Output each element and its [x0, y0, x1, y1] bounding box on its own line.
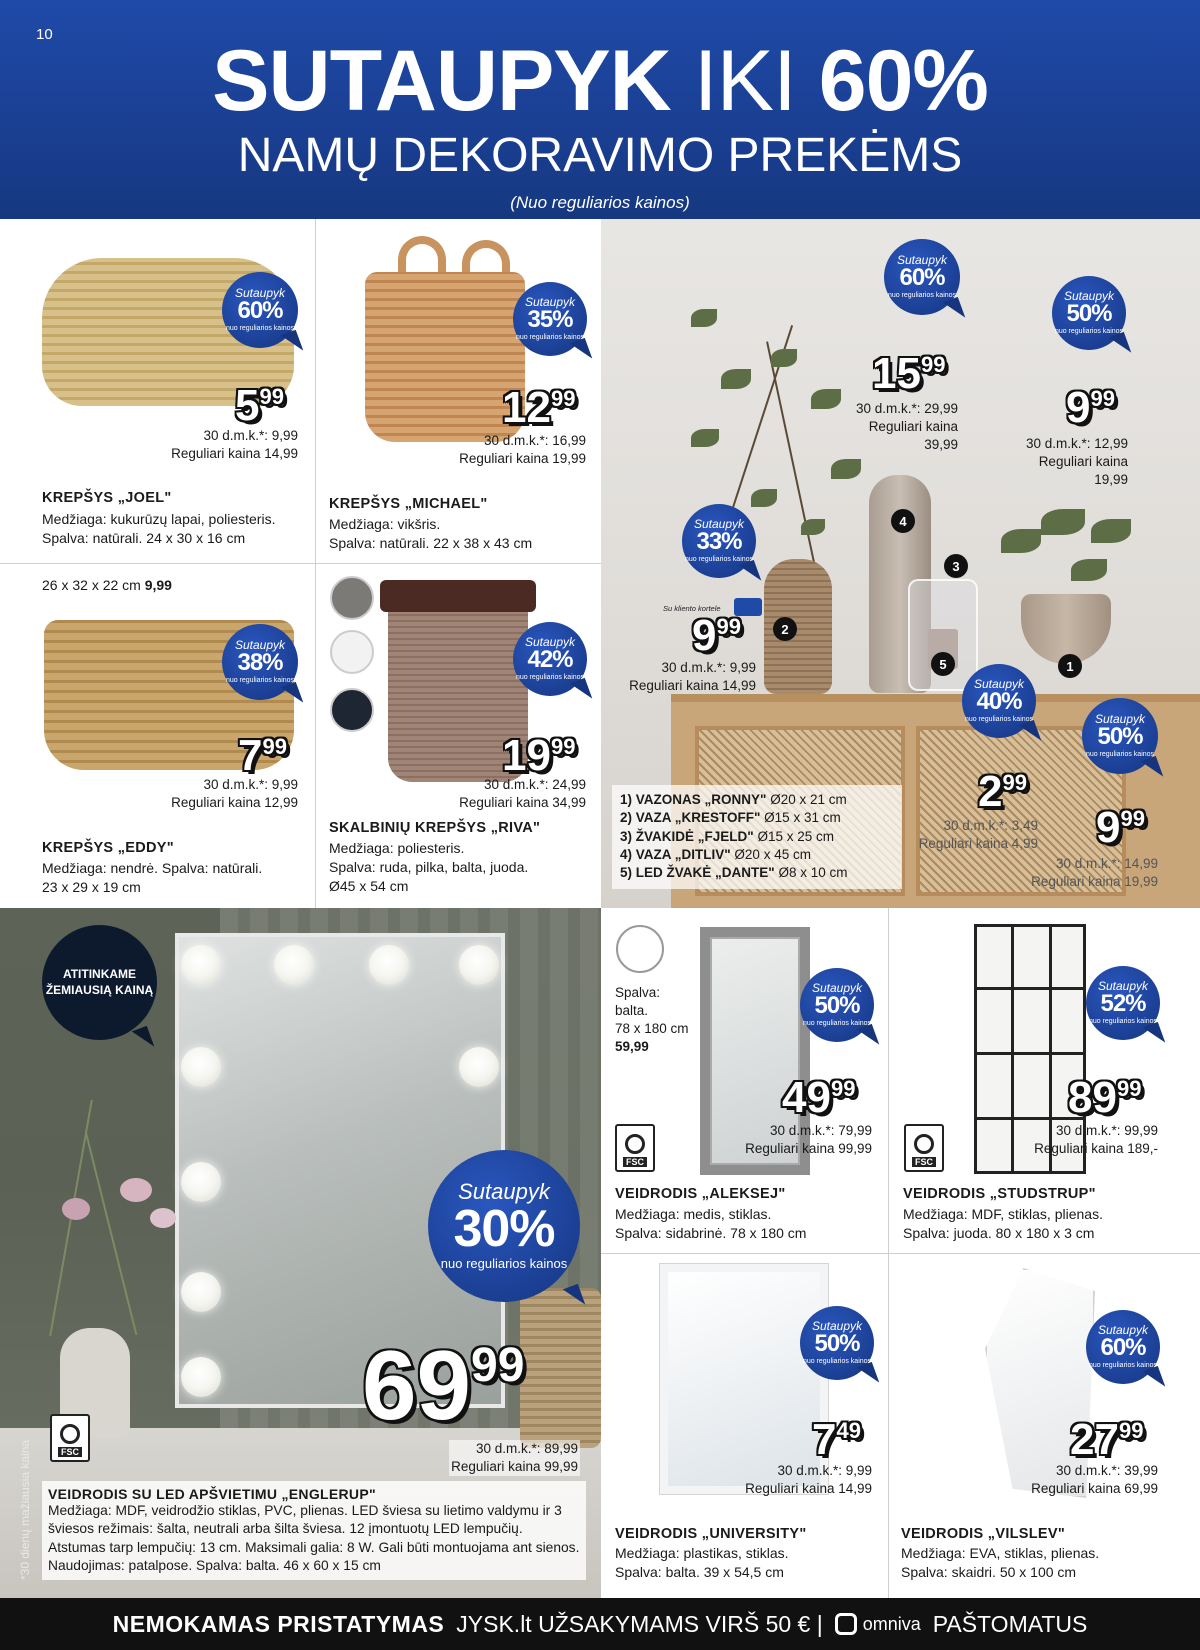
- price: [692, 611, 741, 660]
- price: [502, 731, 576, 780]
- price-whole: 12: [502, 383, 551, 432]
- regular-price-value: 19,99: [1094, 471, 1128, 487]
- description-line: Medžiaga: plastikas, stiklas.: [615, 1545, 789, 1561]
- discount-badge: [800, 1306, 874, 1380]
- badge-top-text: Sutaupyk: [524, 295, 576, 310]
- prior-30-day-price: 30 d.m.k.*: 14,99: [1055, 856, 1158, 871]
- room-set-list: [612, 785, 902, 889]
- badge-bottom-text: nuo reguliarios kainos: [515, 674, 585, 682]
- lowest-price-tag: ATITINKAME ŽEMIAUSIĄ KAINĄ: [42, 925, 157, 1040]
- regular-price: Reguliari kaina 14,99: [745, 1480, 872, 1496]
- fsc-label: FSC: [623, 1157, 647, 1167]
- footer-text: JYSK.lt UŽSAKYMAMS VIRŠ 50 € |: [456, 1610, 823, 1637]
- price-cents: 99: [1116, 1076, 1142, 1101]
- price-history: [449, 1440, 580, 1476]
- regular-price: Reguliari kaina 4,99: [918, 835, 1038, 851]
- regular-price: Reguliari kaina 14,99: [171, 445, 298, 461]
- variant-size: 26 x 32 x 22 cm: [42, 577, 141, 593]
- variant-info: [615, 984, 689, 1056]
- price: [1096, 803, 1145, 852]
- prior-30-day-price: 30 d.m.k.*: 16,99: [483, 433, 586, 448]
- price: [1070, 1415, 1144, 1464]
- badge-percent: 33%: [696, 528, 742, 556]
- price-history: [629, 659, 756, 695]
- flower-stem: [85, 1131, 138, 1335]
- regular-price-label: Reguliari kaina: [868, 418, 958, 434]
- regular-price: Reguliari kaina 99,99: [745, 1140, 872, 1156]
- leaf: [691, 429, 719, 447]
- bulb: [459, 1047, 499, 1087]
- badge-top-text: Sutaupyk: [973, 677, 1025, 692]
- leaf: [751, 489, 777, 507]
- badge-percent: 50%: [814, 1330, 860, 1358]
- price-cents: 99: [830, 1076, 856, 1101]
- footer-bold: NEMOKAMAS PRISTATYMAS: [112, 1610, 445, 1637]
- leaf: [1071, 559, 1107, 581]
- page-number: 10: [36, 26, 53, 43]
- price-cents: 99: [1002, 770, 1027, 795]
- flower: [62, 1198, 90, 1220]
- marker-4: 4: [891, 509, 915, 533]
- price-history: [1026, 435, 1128, 488]
- regular-price: Reguliari kaina 12,99: [171, 794, 298, 810]
- footer-banner[interactable]: [0, 1598, 1200, 1650]
- badge-top-text: Sutaupyk: [234, 638, 286, 653]
- omniva-logo: [835, 1613, 921, 1635]
- price-whole: 5: [235, 381, 260, 430]
- regular-price: Reguliari kaina 69,99: [1031, 1480, 1158, 1496]
- bulb: [181, 1047, 221, 1087]
- set-item-name: 1) VAZONAS „RONNY": [620, 792, 767, 807]
- price-whole: 9: [1096, 803, 1121, 852]
- description-line: Spalva: natūrali. 24 x 30 x 16 cm: [42, 529, 246, 546]
- badge-percent: 50%: [1066, 300, 1112, 328]
- frame-bar: [1011, 927, 1014, 1171]
- subheadline: NAMŲ DEKORAVIMO PREKĖMS: [237, 129, 963, 182]
- color-swatch-grey[interactable]: [330, 576, 374, 620]
- badge-bottom-text: nuo reguliarios kainos: [802, 1358, 872, 1366]
- bulb: [274, 945, 314, 985]
- badge-percent: 35%: [527, 306, 573, 334]
- price-history: [459, 776, 586, 812]
- header-note: (Nuo reguliarios kainos): [510, 193, 690, 212]
- bulb: [181, 1162, 221, 1202]
- discount-badge: [222, 624, 298, 700]
- color-swatch-white[interactable]: [330, 630, 374, 674]
- badge-bottom-text: nuo reguliarios kainos: [1088, 1018, 1158, 1026]
- discount-badge: [428, 1150, 580, 1302]
- headline-bold: SUTAUPYK: [212, 33, 671, 129]
- price-whole: 19: [502, 731, 551, 780]
- regular-price: Reguliari kaina 99,99: [451, 1458, 578, 1474]
- price-cents: 99: [920, 352, 946, 377]
- product-description: [42, 510, 275, 548]
- color-swatch-black[interactable]: [330, 688, 374, 732]
- badge-top-text: Sutaupyk: [1094, 712, 1146, 727]
- badge-top-text: Sutaupyk: [1063, 289, 1115, 304]
- badge-percent: 38%: [237, 649, 283, 677]
- product-name: KREPŠYS „EDDY": [42, 840, 174, 856]
- set-item-name: 2) VAZA „KRESTOFF": [620, 810, 761, 826]
- price-whole: 89: [1068, 1073, 1117, 1122]
- product-name: VEIDRODIS „VILSLEV": [901, 1526, 1066, 1542]
- regular-price: Reguliari kaina 19,99: [1031, 873, 1158, 889]
- price-whole: 69: [362, 1330, 472, 1440]
- description-line: 23 x 29 x 19 cm: [42, 878, 141, 895]
- flower: [150, 1208, 176, 1228]
- description-line: Ø45 x 54 cm: [329, 877, 409, 894]
- fsc-label: FSC: [912, 1157, 936, 1167]
- price-cents: 99: [471, 1339, 525, 1392]
- prior-30-day-price: 30 d.m.k.*: 39,99: [1055, 1463, 1158, 1478]
- price-history: [745, 1122, 872, 1158]
- set-item-size: Ø15 x 25 cm: [757, 828, 834, 844]
- badge-top-text: Sutaupyk: [811, 1319, 863, 1334]
- badge-percent: 40%: [976, 688, 1022, 716]
- page-header: [0, 0, 1200, 219]
- badge-percent: 30%: [453, 1199, 555, 1258]
- prior-30-day-price: 30 d.m.k.*: 29,99: [855, 401, 958, 416]
- marker-5: 5: [931, 652, 955, 676]
- price-cents: 99: [716, 614, 741, 639]
- price: [812, 1415, 861, 1464]
- badge-top-text: Sutaupyk: [1097, 979, 1149, 994]
- loyalty-card-tag: Su kliento kortele: [663, 604, 721, 613]
- price-whole: 7: [238, 731, 263, 780]
- badge-top-text: Sutaupyk: [524, 635, 576, 650]
- badge-percent: 60%: [1100, 1334, 1146, 1362]
- frame-bar: [977, 1052, 1083, 1055]
- price-history: [1034, 1122, 1158, 1158]
- badge-bottom-text: nuo reguliarios kainos: [225, 677, 295, 685]
- fsc-logo: [615, 1124, 655, 1172]
- set-item-3: [620, 828, 894, 846]
- fsc-label: FSC: [58, 1447, 82, 1457]
- regular-price: Reguliari kaina 189,-: [1034, 1140, 1158, 1156]
- description-line: Medžiaga: nendrė. Spalva: natūrali.: [42, 860, 263, 876]
- description-line: Spalva: sidabrinė. 78 x 180 cm: [615, 1224, 807, 1241]
- product-description: [901, 1544, 1099, 1582]
- description-line: Medžiaga: EVA, stiklas, plienas.: [901, 1545, 1100, 1561]
- badge-bottom-text: nuo reguliarios kainos: [515, 334, 585, 342]
- price: [235, 381, 284, 430]
- fsc-logo: [904, 1124, 944, 1172]
- price-cents: 49: [836, 1418, 861, 1443]
- omniva-icon: [835, 1613, 857, 1635]
- description-line: Spalva: ruda, pilka, balta, juoda.: [329, 858, 529, 875]
- badge-top-text: Sutaupyk: [811, 981, 863, 996]
- regular-price: Reguliari kaina 14,99: [629, 677, 756, 693]
- regular-price-label: Reguliari kaina: [1038, 453, 1128, 469]
- prior-30-day-price: 30 d.m.k.*: 9,99: [203, 428, 298, 443]
- size-variant: [42, 576, 172, 595]
- product-name: VEIDRODIS „ALEKSEJ": [615, 1186, 786, 1202]
- leaf: [771, 349, 797, 367]
- badge-percent: 50%: [1097, 723, 1143, 751]
- description-line: Spalva: natūrali. 22 x 38 x 43 cm: [329, 534, 533, 551]
- price: [238, 731, 287, 780]
- product-name: SKALBINIŲ KREPŠYS „RIVA": [329, 820, 541, 836]
- badge-bottom-text: nuo reguliarios kainos: [1054, 328, 1124, 336]
- product-description: [329, 839, 528, 896]
- description-line: Spalva: juoda. 80 x 180 x 3 cm: [903, 1224, 1095, 1241]
- description-line: Medžiaga: vikšris.: [329, 516, 441, 532]
- price-history: [459, 432, 586, 468]
- leaf: [691, 309, 717, 327]
- prior-30-day-price: 30 d.m.k.*: 79,99: [769, 1123, 872, 1138]
- price-whole: 9: [692, 611, 717, 660]
- leaf: [1041, 509, 1085, 535]
- product-name: VEIDRODIS „UNIVERSITY": [615, 1526, 807, 1542]
- price-cents: 99: [550, 386, 576, 411]
- price-history: [1031, 1462, 1158, 1498]
- badge-top-text: Sutaupyk: [234, 286, 286, 301]
- product-description: [329, 515, 532, 553]
- price-whole: 7: [812, 1415, 837, 1464]
- badge-percent: 50%: [814, 992, 860, 1020]
- badge-percent: 52%: [1100, 990, 1146, 1018]
- product-name: KREPŠYS „MICHAEL": [329, 496, 488, 512]
- prior-30-day-price: 30 d.m.k.*: 12,99: [1025, 436, 1128, 451]
- product-description: [903, 1205, 1103, 1243]
- prior-30-day-price: 30 d.m.k.*: 99,99: [1055, 1123, 1158, 1138]
- woven-basket: [520, 1288, 601, 1448]
- fsc-tree-icon: [914, 1134, 934, 1154]
- bulb: [181, 1357, 221, 1397]
- variant-line: balta.: [615, 1002, 649, 1018]
- variant-price: 9,99: [144, 577, 172, 593]
- price-whole: 15: [872, 349, 921, 398]
- prior-30-day-price: 30 d.m.k.*: 89,99: [475, 1441, 578, 1456]
- badge-bottom-text: nuo reguliarios kainos: [684, 556, 754, 564]
- price: [872, 349, 946, 398]
- description-line: Spalva: balta. 39 x 54,5 cm: [615, 1563, 784, 1580]
- product-name: VEIDRODIS SU LED APŠVIETIMU „ENGLERUP": [48, 1486, 376, 1502]
- variant-price: 59,99: [615, 1038, 649, 1054]
- footnote-vertical: *30 dienų mažiausia kaina: [18, 1439, 32, 1580]
- price-cents: 99: [259, 384, 284, 409]
- price-whole: 49: [782, 1073, 831, 1122]
- bulb: [181, 1272, 221, 1312]
- discount-badge: [1086, 1310, 1160, 1384]
- price-cents: 99: [1090, 386, 1115, 411]
- price-history: [856, 400, 958, 453]
- product-name: VEIDRODIS „STUDSTRUP": [903, 1186, 1096, 1202]
- discount-badge: [513, 282, 587, 356]
- laundry-basket-rim: [380, 580, 536, 612]
- prior-30-day-price: 30 d.m.k.*: 9,99: [661, 660, 756, 675]
- set-item-name: 5) LED ŽVAKĖ „DANTE": [620, 865, 775, 881]
- product-description: [615, 1205, 806, 1243]
- discount-badge: [1052, 276, 1126, 350]
- prior-30-day-price: 30 d.m.k.*: 9,99: [777, 1463, 872, 1478]
- omniva-label: omniva: [862, 1613, 921, 1634]
- englerup-info: [42, 1481, 586, 1580]
- discount-badge: [1082, 698, 1158, 774]
- flower: [120, 1178, 152, 1202]
- product-description: [615, 1544, 789, 1582]
- regular-price: Reguliari kaina 19,99: [459, 450, 586, 466]
- mirror-university-image: [660, 1264, 828, 1494]
- leaf: [811, 389, 841, 409]
- set-item-2: [620, 809, 894, 827]
- price: [362, 1330, 525, 1440]
- divider: [0, 563, 601, 564]
- badge-top-text: Sutaupyk: [458, 1178, 550, 1204]
- badge-bottom-text: nuo reguliarios kainos: [1088, 1362, 1158, 1370]
- color-option-icon[interactable]: [616, 925, 664, 973]
- badge-bottom-text: nuo reguliarios kainos: [887, 292, 957, 300]
- bulb: [369, 945, 409, 985]
- regular-price: Reguliari kaina 34,99: [459, 794, 586, 810]
- discount-badge: [884, 239, 960, 315]
- price: [978, 767, 1027, 816]
- price: [782, 1073, 856, 1122]
- description-line: Medžiaga: medis, stiklas.: [615, 1206, 772, 1222]
- set-item-name: 4) VAZA „DITLIV": [620, 847, 731, 863]
- set-item-size: Ø8 x 10 cm: [778, 865, 848, 881]
- product-description: Medžiaga: MDF, veidrodžio stiklas, PVC, plienas. LED šviesa su lietimo valdymu ir 3 šviesos režimais: šalta, neutrali arba šilta šviesa. 12 įmontuotų LED lempučių. Atstumas tarp lempučių: 13 cm. Maksimali galia: 8 W. Gali būti montuojama ant sienos. Naudojimas: patalpose. Spalva: balta. 46 x 60 x 15 cm: [48, 1503, 580, 1574]
- discount-badge: [682, 504, 756, 578]
- discount-badge: [800, 968, 874, 1042]
- discount-badge: [1086, 966, 1160, 1040]
- price-history: [171, 427, 298, 463]
- price-cents: 99: [1120, 806, 1145, 831]
- price-history: [745, 1462, 872, 1498]
- description-line: Medžiaga: kukurūzų lapai, poliesteris.: [42, 511, 276, 527]
- price-cents: 99: [550, 734, 576, 759]
- badge-percent: 60%: [237, 297, 283, 325]
- product-description: [42, 859, 262, 897]
- discount-badge: [222, 272, 298, 348]
- price: [1066, 383, 1115, 432]
- badge-bottom-text: nuo reguliarios kainos: [440, 1255, 568, 1271]
- discount-badge: [962, 664, 1036, 738]
- fsc-logo: [50, 1414, 90, 1462]
- price-history: [919, 817, 1038, 853]
- marker-2: 2: [773, 617, 797, 641]
- leaf: [1091, 519, 1131, 543]
- price-history: [171, 776, 298, 812]
- bulb: [181, 945, 221, 985]
- price-cents: 99: [1118, 1418, 1144, 1443]
- badge-top-text: Sutaupyk: [693, 517, 745, 532]
- basket-image: [365, 272, 525, 442]
- frame-bar: [977, 987, 1083, 990]
- price: [1068, 1073, 1142, 1122]
- badge-bottom-text: nuo reguliarios kainos: [225, 325, 295, 333]
- variant-line: 78 x 180 cm: [615, 1020, 689, 1036]
- headline-light: IKI: [693, 33, 796, 129]
- price-whole: 27: [1070, 1415, 1119, 1464]
- prior-30-day-price: 30 d.m.k.*: 9,99: [203, 777, 298, 792]
- description-line: Medžiaga: poliesteris.: [329, 840, 465, 856]
- marker-3: 3: [944, 554, 968, 578]
- badge-top-text: Sutaupyk: [896, 253, 948, 268]
- description-line: Spalva: skaidri. 50 x 100 cm: [901, 1563, 1077, 1580]
- set-item-size: Ø20 x 21 cm: [770, 792, 847, 807]
- price-whole: 2: [978, 767, 1003, 816]
- fsc-tree-icon: [625, 1134, 645, 1154]
- set-item-size: Ø20 x 45 cm: [734, 847, 811, 863]
- fsc-tree-icon: [60, 1424, 80, 1444]
- bulb: [459, 945, 499, 985]
- description-line: Medžiaga: MDF, stiklas, plienas.: [903, 1206, 1103, 1222]
- set-item-name: 3) ŽVAKIDĖ „FJELD": [620, 828, 754, 844]
- eucalyptus-stem: [766, 341, 818, 576]
- leaf: [831, 459, 861, 479]
- marker-1: 1: [1058, 654, 1082, 678]
- price: [502, 383, 576, 432]
- discount-badge: [513, 622, 587, 696]
- leaf: [1001, 529, 1041, 553]
- set-item-1: [620, 791, 894, 809]
- price-cents: 99: [262, 734, 287, 759]
- badge-bottom-text: nuo reguliarios kainos: [964, 716, 1034, 724]
- prior-30-day-price: 30 d.m.k.*: 3,49: [943, 818, 1038, 833]
- regular-price-value: 39,99: [924, 436, 958, 452]
- prior-30-day-price: 30 d.m.k.*: 24,99: [483, 777, 586, 792]
- set-item-size: Ø15 x 31 cm: [764, 810, 841, 826]
- divider: [601, 1253, 1200, 1254]
- price-history: [1031, 855, 1158, 891]
- badge-percent: 42%: [527, 646, 573, 674]
- set-item-4: [620, 846, 894, 864]
- headline-percent: 60%: [818, 33, 988, 129]
- variant-line: Spalva:: [615, 985, 661, 1000]
- leaf: [801, 519, 825, 535]
- footer-tail: PAŠTOMATUS: [932, 1610, 1088, 1637]
- price-whole: 9: [1066, 383, 1091, 432]
- set-item-5: [620, 864, 894, 882]
- badge-percent: 60%: [899, 264, 945, 292]
- leaf: [721, 369, 751, 389]
- product-name: KREPŠYS „JOEL": [42, 490, 172, 506]
- badge-bottom-text: nuo reguliarios kainos: [1085, 751, 1155, 759]
- badge-bottom-text: nuo reguliarios kainos: [802, 1020, 872, 1028]
- badge-top-text: Sutaupyk: [1097, 1323, 1149, 1338]
